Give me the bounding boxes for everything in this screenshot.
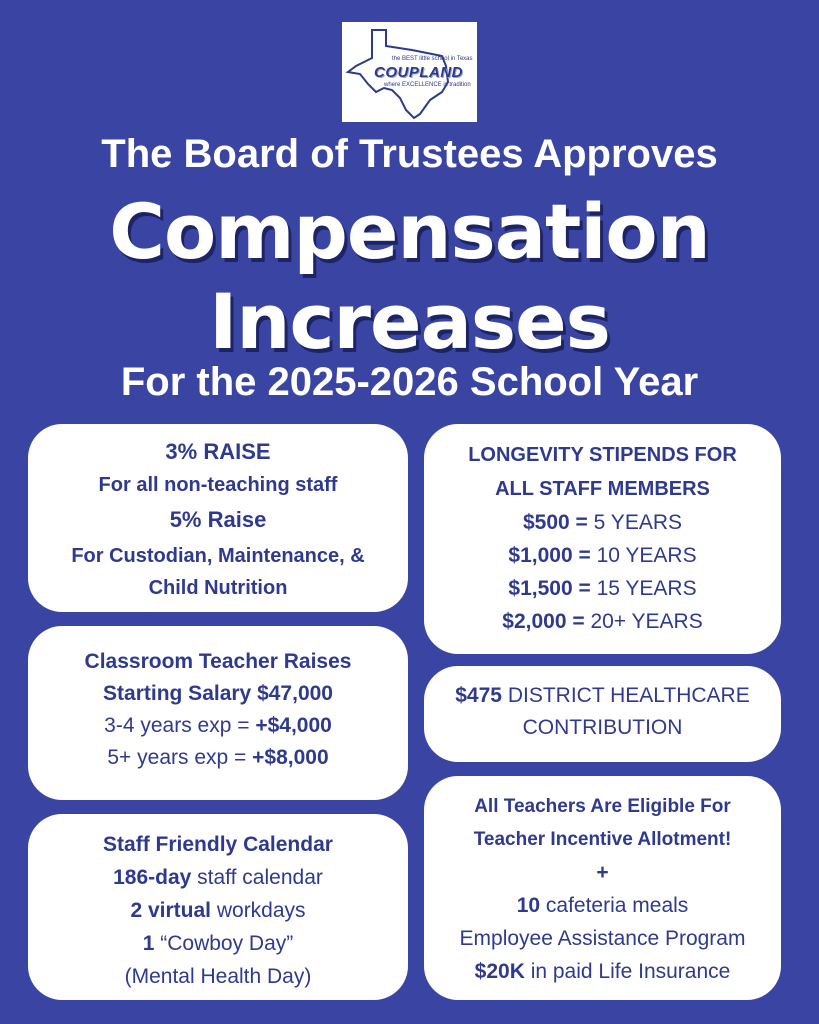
teacher-raises-title: Classroom Teacher Raises bbox=[84, 650, 352, 673]
calendar-cowboy-row bbox=[28, 927, 408, 960]
exp1-value: +$4,000 bbox=[255, 714, 332, 737]
calendar-days-text: staff calendar bbox=[197, 866, 323, 889]
benefits-meals-text: cafeteria meals bbox=[545, 894, 689, 917]
healthcare-card bbox=[424, 666, 781, 762]
longevity-title-2: ALL STAFF MEMBERS bbox=[495, 478, 710, 500]
exp-row-2 bbox=[28, 742, 408, 774]
headline-school-year: For the 2025-2026 School Year bbox=[120, 360, 699, 404]
calendar-cowboy-text: “Cowboy Day” bbox=[160, 932, 294, 955]
longevity-amount: $1,000 = bbox=[508, 544, 591, 567]
exp2-label: 5+ years exp = bbox=[107, 746, 247, 769]
raise1-title: 3% RAISE bbox=[165, 439, 271, 464]
logo-tagline-bottom: where EXCELLENCE is tradition bbox=[384, 82, 471, 88]
benefits-insurance-row bbox=[424, 955, 781, 988]
benefits-title-2: Teacher Incentive Allotment! bbox=[473, 829, 732, 850]
longevity-row bbox=[424, 572, 781, 605]
longevity-years: 10 YEARS bbox=[596, 544, 697, 567]
headline-compensation: Compensation bbox=[109, 187, 710, 276]
exp-row-1 bbox=[28, 710, 408, 742]
benefits-insurance-text: in paid Life Insurance bbox=[530, 960, 731, 983]
benefits-meals-value: 10 bbox=[516, 894, 541, 917]
calendar-cowboy-note: (Mental Health Day) bbox=[124, 965, 312, 988]
raise2-title: 5% Raise bbox=[169, 507, 267, 532]
raise2-desc-2: Child Nutrition bbox=[148, 577, 288, 599]
exp2-value: +$8,000 bbox=[252, 746, 329, 769]
raise1-desc: For all non-teaching staff bbox=[98, 474, 338, 496]
longevity-amount: $500 = bbox=[523, 511, 588, 534]
raise2-desc-1: For Custodian, Maintenance, & bbox=[71, 545, 365, 567]
exp1-label: 3-4 years exp = bbox=[104, 714, 250, 737]
benefits-plus: + bbox=[596, 861, 609, 884]
longevity-amount: $2,000 = bbox=[502, 610, 585, 633]
starting-salary: Starting Salary $47,000 bbox=[103, 682, 333, 705]
calendar-days-value: 186-day bbox=[113, 866, 192, 889]
calendar-title: Staff Friendly Calendar bbox=[103, 833, 333, 856]
raise-card bbox=[28, 424, 408, 612]
healthcare-amount: $475 bbox=[455, 684, 502, 707]
longevity-years: 5 YEARS bbox=[593, 511, 682, 534]
benefits-title-1: All Teachers Are Eligible For bbox=[474, 796, 731, 817]
longevity-row bbox=[424, 506, 781, 539]
calendar-virtual-value: 2 virtual bbox=[130, 899, 211, 922]
longevity-row bbox=[424, 605, 781, 638]
healthcare-line-1 bbox=[424, 680, 781, 712]
healthcare-text-2: CONTRIBUTION bbox=[522, 716, 683, 739]
longevity-row bbox=[424, 539, 781, 572]
benefits-meals-row bbox=[424, 889, 781, 922]
longevity-years: 15 YEARS bbox=[596, 577, 697, 600]
longevity-card bbox=[424, 424, 781, 654]
calendar-virtual-row bbox=[28, 894, 408, 927]
calendar-days-row bbox=[28, 861, 408, 894]
logo-brand: COUPLAND bbox=[374, 64, 463, 81]
coupland-logo bbox=[342, 22, 477, 122]
calendar-virtual-text: workdays bbox=[216, 899, 306, 922]
healthcare-text-1: DISTRICT HEALTHCARE bbox=[507, 684, 750, 707]
calendar-card bbox=[28, 814, 408, 1000]
benefits-eap: Employee Assistance Program bbox=[459, 927, 746, 950]
logo-tagline-top: the BEST little school in Texas bbox=[392, 56, 473, 62]
headline-board: The Board of Trustees Approves bbox=[101, 132, 718, 176]
longevity-title-1: LONGEVITY STIPENDS FOR bbox=[468, 444, 737, 466]
longevity-amount: $1,500 = bbox=[508, 577, 591, 600]
benefits-card bbox=[424, 776, 781, 1000]
teacher-raises-card bbox=[28, 626, 408, 800]
benefits-insurance-value: $20K bbox=[474, 960, 525, 983]
calendar-cowboy-value: 1 bbox=[142, 932, 155, 955]
headline-increases: Increases bbox=[209, 277, 610, 366]
longevity-years: 20+ YEARS bbox=[590, 610, 703, 633]
